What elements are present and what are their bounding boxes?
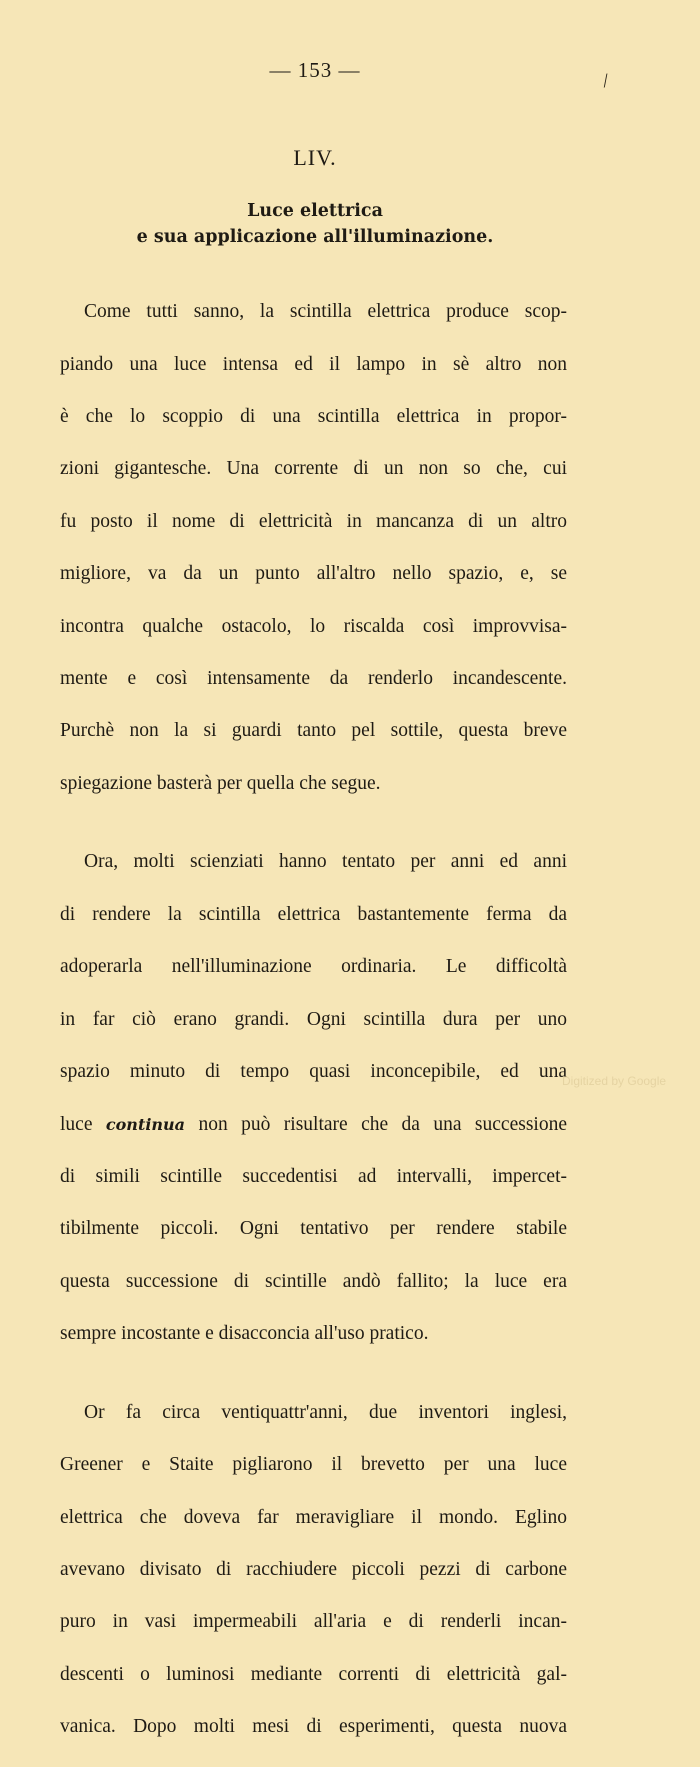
pencil-mark: / bbox=[601, 69, 610, 93]
text-line: fu posto il nome di elettricità in mancanza di un altro bbox=[60, 510, 567, 532]
digitization-watermark: Digitized by Google bbox=[562, 1074, 667, 1088]
text-line: migliore, va da un punto all'altro nello spazio, e, se bbox=[60, 563, 567, 585]
text-line: Or fa circa ventiquattr'anni, due inventori inglesi, bbox=[84, 1401, 567, 1423]
text-line: spazio minuto di tempo quasi inconcepibile, ed una bbox=[60, 1061, 567, 1083]
text-line: Greener e Staite pigliarono il brevetto per una luce bbox=[60, 1454, 567, 1476]
paragraph-3 bbox=[60, 1374, 567, 1767]
emphasized-word: continua bbox=[105, 1114, 186, 1134]
text-line: di simili scintille succedentisi ad intervalli, impercet- bbox=[60, 1165, 567, 1187]
chapter-title-line-1: Luce elettrica bbox=[247, 201, 383, 221]
text-line: piando una luce intensa ed il lampo in sè altro non bbox=[60, 353, 567, 375]
text-line: in far ciò erano grandi. Ogni scintilla dura per uno bbox=[60, 1008, 567, 1030]
text-line: puro in vasi impermeabili all'aria e di renderli incan- bbox=[60, 1611, 567, 1633]
text-line: vanica. Dopo molti mesi di esperimenti, questa nuova bbox=[60, 1716, 567, 1738]
text-line: di rendere la scintilla elettrica bastantemente ferma da bbox=[60, 903, 567, 925]
text-fragment: luce bbox=[60, 1113, 106, 1135]
text-fragment: non può risultare che da una successione bbox=[185, 1113, 567, 1135]
text-line: incontra qualche ostacolo, lo riscalda così improvvisa- bbox=[60, 615, 567, 637]
text-line: descenti o luminosi mediante correnti di elettricità gal- bbox=[60, 1663, 567, 1685]
text-line: sempre incostante e disacconcia all'uso pratico. bbox=[60, 1323, 429, 1345]
text-line: adoperarla nell'illuminazione ordinaria. Le difficoltà bbox=[60, 956, 567, 978]
page-number: — 153 — bbox=[269, 58, 361, 82]
text-line: mente e così intensamente da renderlo incandescente. bbox=[60, 668, 567, 690]
chapter-title-line-2: e sua applicazione all'illuminazione. bbox=[136, 227, 494, 247]
text-line: zioni gigantesche. Una corrente di un non so che, cui bbox=[60, 458, 567, 480]
text-line: tibilmente piccoli. Ogni tentativo per rendere stabile bbox=[60, 1218, 567, 1240]
text-line: Come tutti sanno, la scintilla elettrica produce scop- bbox=[84, 301, 567, 323]
body-text bbox=[60, 273, 567, 1767]
paragraph-2 bbox=[60, 823, 567, 1373]
text-line: Purchè non la si guardi tanto pel sottile, questa breve bbox=[60, 720, 567, 742]
text-line-with-emphasis bbox=[60, 1112, 567, 1138]
text-line: elettrica che doveva far meravigliare il mondo. Eglino bbox=[60, 1506, 567, 1528]
text-line: Ora, molti scienziati hanno tentato per anni ed anni bbox=[84, 851, 567, 873]
text-line: questa successione di scintille andò fallito; la luce era bbox=[60, 1270, 567, 1292]
text-line: spiegazione basterà per quella che segue. bbox=[60, 772, 381, 794]
chapter-title bbox=[0, 198, 630, 250]
chapter-numeral: LIV. bbox=[293, 145, 337, 170]
text-line: avevano divisato di racchiudere piccoli pezzi di carbone bbox=[60, 1558, 567, 1580]
text-line: è che lo scoppio di una scintilla elettrica in propor- bbox=[60, 406, 567, 428]
paragraph-1 bbox=[60, 273, 567, 823]
